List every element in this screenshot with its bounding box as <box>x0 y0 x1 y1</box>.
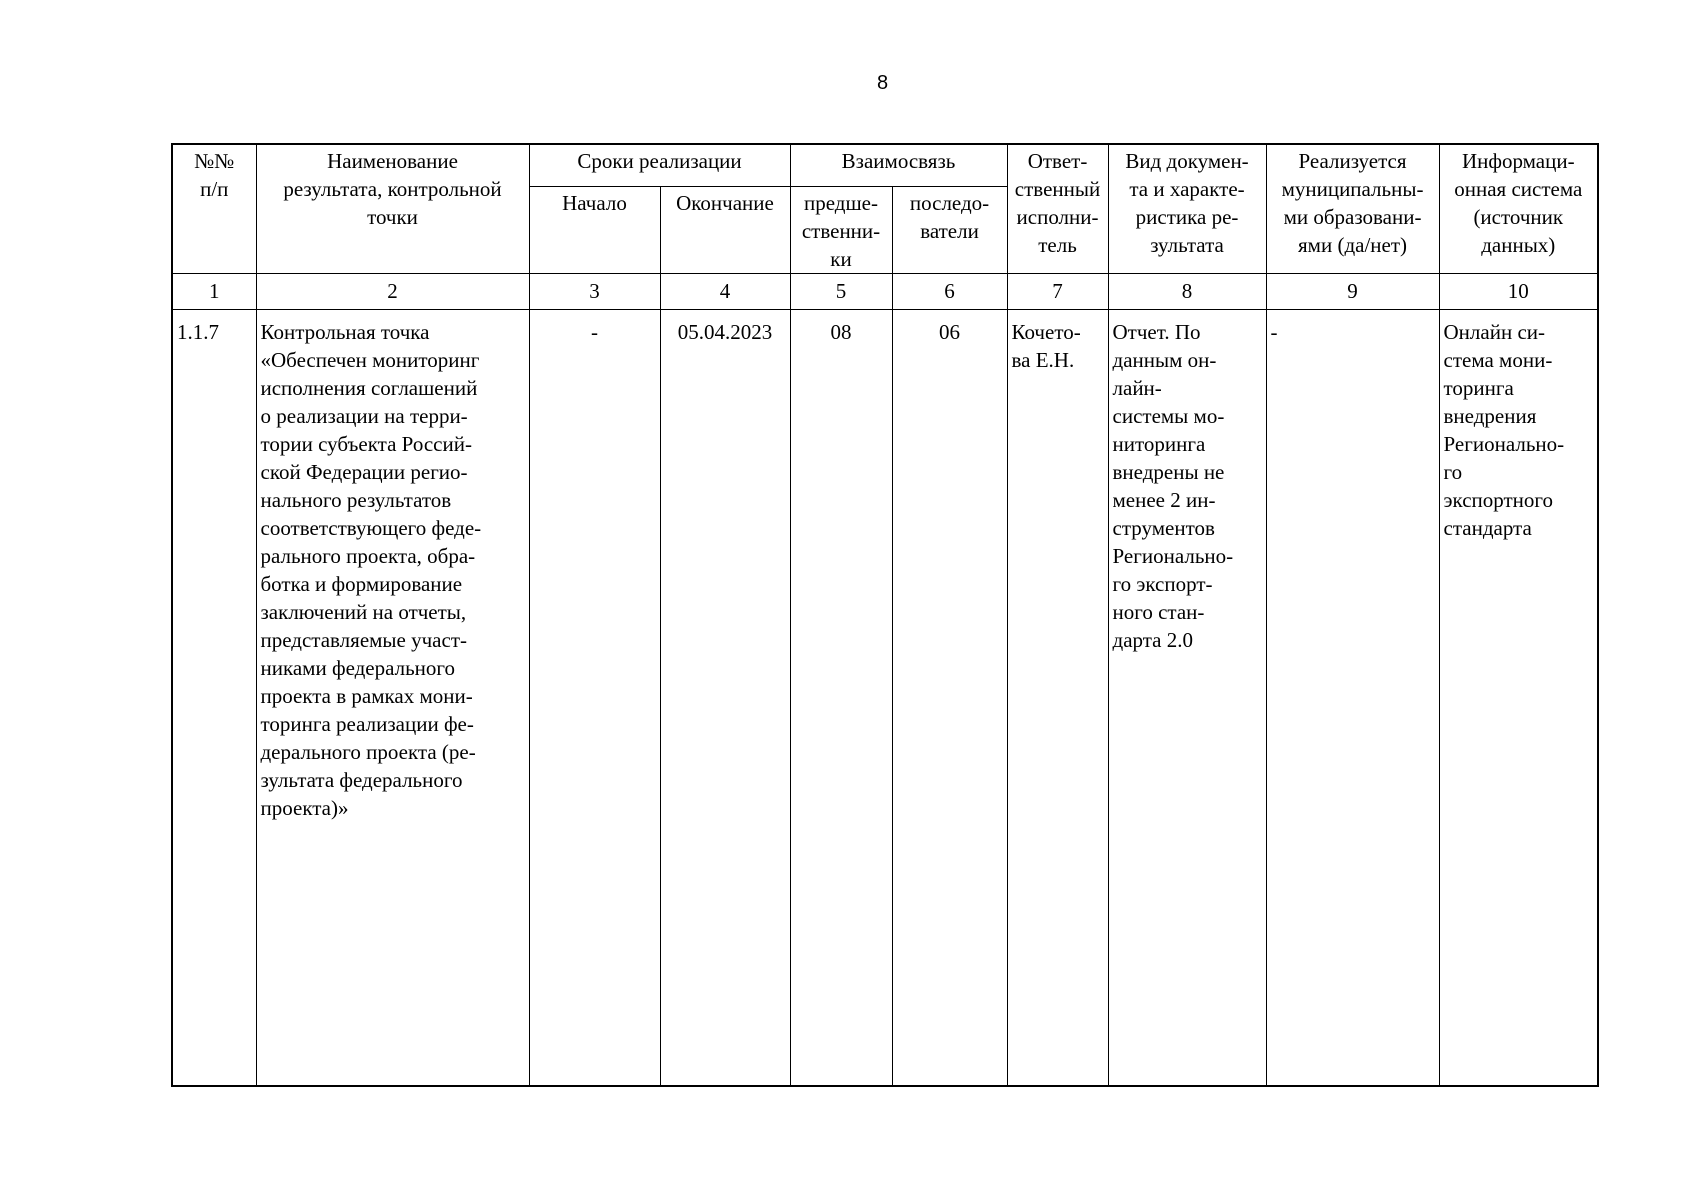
header-doc-type: Вид докумен- та и характе- ристика ре- зультата <box>1108 144 1266 273</box>
header-name: Наименование результата, контрольной точки <box>256 144 529 273</box>
column-number: 6 <box>892 273 1007 309</box>
header-end: Окончание <box>660 186 790 273</box>
column-number: 9 <box>1266 273 1439 309</box>
column-number: 2 <box>256 273 529 309</box>
row-predecessors: 08 <box>790 309 892 1086</box>
row-num: 1.1.7 <box>172 309 256 1086</box>
row-name: Контрольная точка «Обеспечен мониторинг исполнения соглашений о реализации на терри- тории субъекта Россий- ской Федерации регио- нального результатов соответствующего феде- рального проекта, обра- ботка и формирование заключений на отчеты, представляемые участ- никами федерального проекта в рамках мони- торинга реализации фе- дерального проекта (ре- зультата федерального проекта)» <box>256 309 529 1086</box>
row-end: 05.04.2023 <box>660 309 790 1086</box>
column-number: 4 <box>660 273 790 309</box>
header-info-system: Информаци- онная система (источник данных) <box>1439 144 1598 273</box>
column-number: 10 <box>1439 273 1598 309</box>
column-number: 5 <box>790 273 892 309</box>
column-number-row <box>172 273 1598 309</box>
header-start: Начало <box>529 186 660 273</box>
row-start: - <box>529 309 660 1086</box>
header-relation: Взаимосвязь <box>790 144 1007 186</box>
row-municipal: - <box>1266 309 1439 1086</box>
row-doc-type: Отчет. По данным он- лайн- системы мо- ниторинга внедрены не менее 2 ин- струментов Регионально- го экспорт- ного стан- дарта 2.0 <box>1108 309 1266 1086</box>
column-number: 7 <box>1007 273 1108 309</box>
column-number: 8 <box>1108 273 1266 309</box>
implementation-plan-table <box>171 143 1599 1087</box>
table-row <box>172 309 1598 1086</box>
header-timing: Сроки реализации <box>529 144 790 186</box>
row-info-system: Онлайн си- стема мони- торинга внедрения Регионально- го экспортного стандарта <box>1439 309 1598 1086</box>
header-successors: последо- ватели <box>892 186 1007 273</box>
header-num: №№ п/п <box>172 144 256 273</box>
column-number: 3 <box>529 273 660 309</box>
page-number: 8 <box>876 72 889 94</box>
header-predecessors: предше- ственни- ки <box>790 186 892 273</box>
header-row-1 <box>172 144 1598 186</box>
header-responsible: Ответ- ственный исполни- тель <box>1007 144 1108 273</box>
column-number: 1 <box>172 273 256 309</box>
row-responsible: Кочето- ва Е.Н. <box>1007 309 1108 1086</box>
header-municipal: Реализуется муниципальны- ми образовани- ями (да/нет) <box>1266 144 1439 273</box>
row-successors: 06 <box>892 309 1007 1086</box>
